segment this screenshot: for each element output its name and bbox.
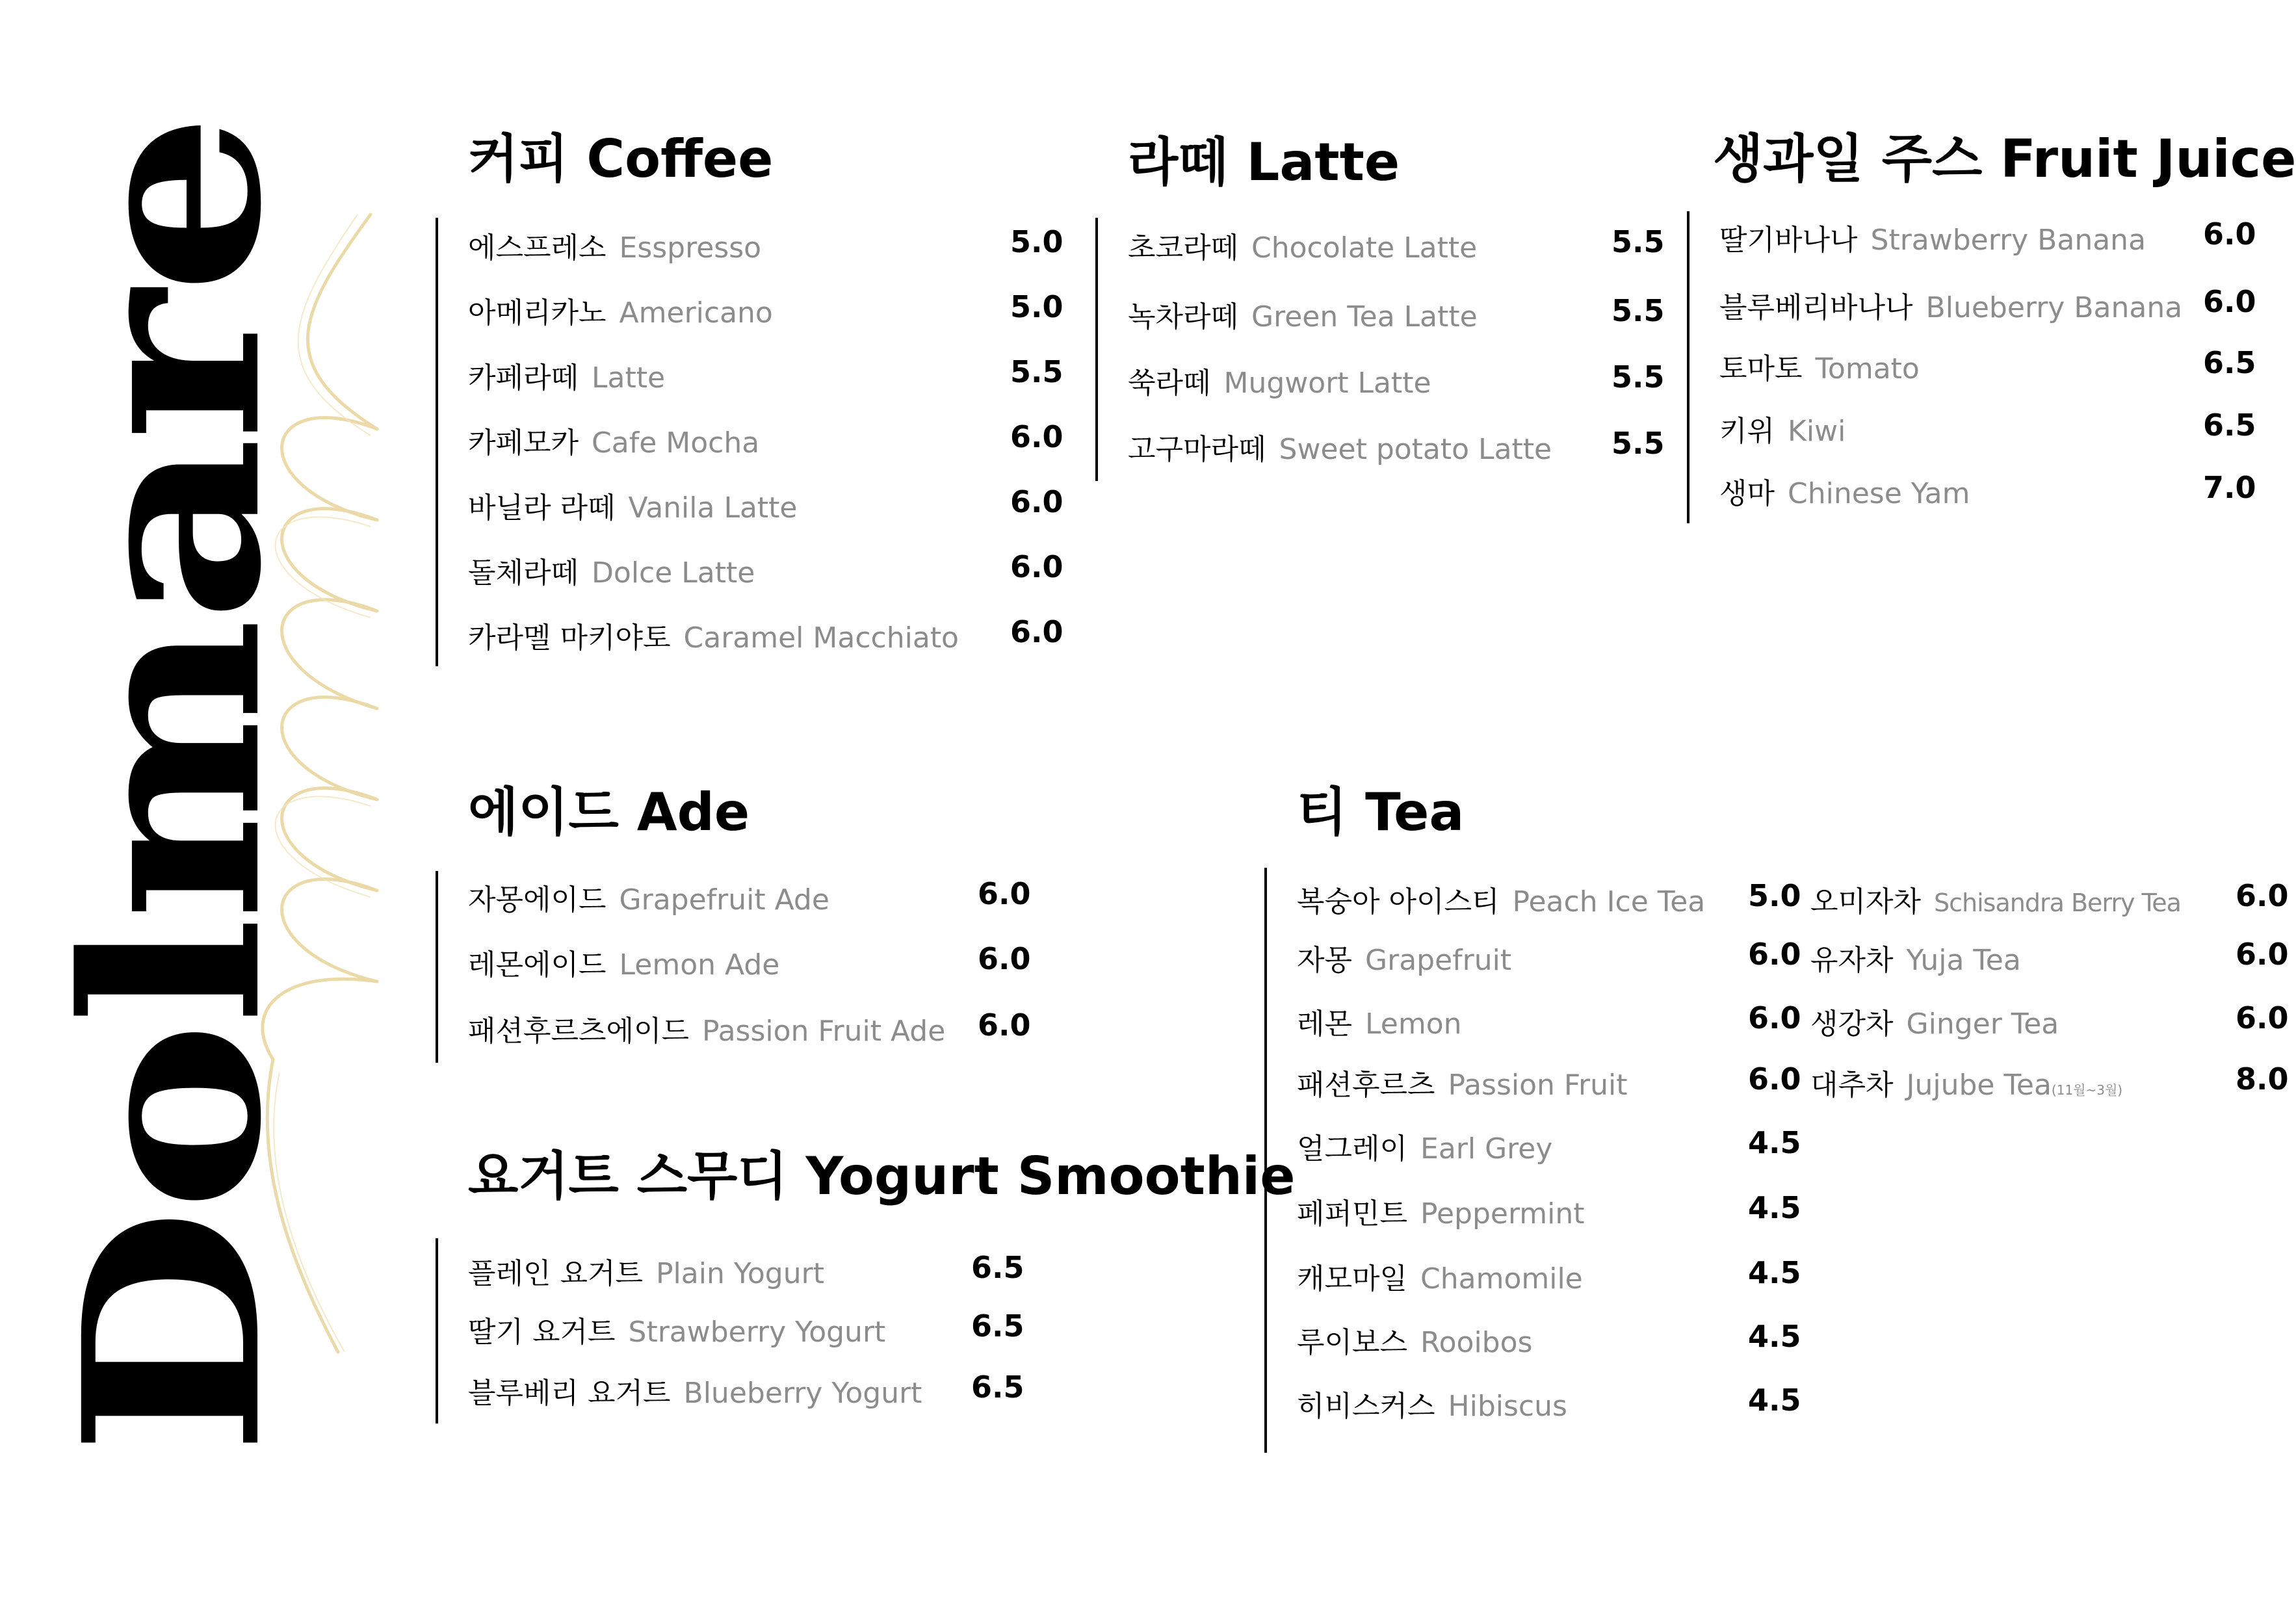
menu-item: 자몽에이드 Grapefruit Ade 6.0 (468, 876, 1031, 916)
menu-item: 페퍼민트 Peppermint 4.5 (1297, 1190, 1801, 1230)
menu-item: 캐모마일 Chamomile 4.5 (1297, 1255, 1801, 1295)
menu-item: 레몬에이드 Lemon Ade 6.0 (468, 941, 1031, 982)
ade-list (436, 871, 1036, 1063)
menu-item: 생강차 Ginger Tea 6.0 (1810, 1000, 2289, 1041)
menu-item: 카라멜 마키야토 Caramel Macchiato 6.0 (468, 614, 1063, 655)
juice-list (1687, 211, 2262, 523)
menu-item: 자몽 Grapefruit 6.0 (1297, 937, 1801, 977)
brand-wordmark (31, 110, 315, 1476)
menu-item: 딸기바나나 Strawberry Banana 6.0 (1719, 216, 2256, 257)
menu-item: 패션후르츠 Passion Fruit 6.0 (1297, 1061, 1801, 1102)
menu-item: 딸기 요거트 Strawberry Yogurt 6.5 (468, 1308, 1024, 1349)
section-title: 에이드 Ade (468, 782, 750, 842)
menu-item: 대추차 Jujube Tea(11월~3월) 8.0 (1810, 1061, 2289, 1102)
menu-item: 쑥라떼 Mugwort Latte 5.5 (1128, 359, 1665, 400)
menu-item: 복숭아 아이스티 Peach Ice Tea 5.0 (1297, 878, 1801, 918)
smoothie-list (436, 1238, 1030, 1424)
coffee-list (436, 218, 1062, 666)
decorative-swirl (247, 214, 397, 1352)
section-title: 요거트 스무디 Yogurt Smoothie (468, 1146, 1296, 1206)
menu-item: 녹차라떼 Green Tea Latte 5.5 (1128, 293, 1665, 333)
menu-item: 돌체라떼 Dolce Latte 6.0 (468, 549, 1063, 590)
section-ade (468, 782, 750, 842)
section-fruit-juice (1713, 129, 2296, 189)
menu-item: 레몬 Lemon 6.0 (1297, 1000, 1801, 1041)
section-title: 생과일 주스 Fruit Juice (1713, 129, 2296, 189)
menu-item: 루이보스 Rooibos 4.5 (1297, 1319, 1801, 1359)
section-title: 커피 Coffee (468, 129, 774, 189)
menu-item: 블루베리 요거트 Blueberry Yogurt 6.5 (468, 1370, 1024, 1410)
latte-list (1095, 218, 1670, 481)
menu-item: 카페라떼 Latte 5.5 (468, 354, 1063, 395)
menu-item: 블루베리바나나 Blueberry Banana 6.0 (1719, 284, 2256, 324)
menu-item: 생마 Chinese Yam 7.0 (1719, 470, 2256, 510)
menu-item: 플레인 요거트 Plain Yogurt 6.5 (468, 1250, 1024, 1290)
section-coffee (468, 129, 774, 189)
section-title: 라떼 Latte (1128, 132, 1400, 192)
menu-item: 유자차 Yuja Tea 6.0 (1810, 937, 2289, 977)
section-yogurt-smoothie (468, 1146, 1296, 1206)
seasonal-note: (11월~3월) (2051, 1082, 2123, 1098)
section-title: 티 Tea (1297, 782, 1465, 842)
menu-item: 초코라떼 Chocolate Latte 5.5 (1128, 224, 1665, 265)
menu-item: 패션후르츠에이드 Passion Fruit Ade 6.0 (468, 1008, 1031, 1048)
menu-item: 얼그레이 Earl Grey 4.5 (1297, 1125, 1801, 1165)
menu-item: 바닐라 라떼 Vanila Latte 6.0 (468, 484, 1063, 525)
section-latte (1128, 132, 1400, 192)
menu-item: 오미자차 Schisandra Berry Tea 6.0 (1810, 878, 2289, 918)
menu-item: 토마토 Tomato 6.5 (1719, 345, 2256, 385)
menu-item: 히비스커스 Hibiscus 4.5 (1297, 1383, 1801, 1423)
menu-item: 에스프레소 Esspresso 5.0 (468, 224, 1063, 265)
section-tea (1297, 782, 1465, 842)
menu-item: 카페모카 Cafe Mocha 6.0 (468, 419, 1063, 460)
tea-list (1264, 868, 2289, 1453)
brand-name: Dolmare (31, 326, 315, 1456)
menu-item: 아메리카노 Americano 5.0 (468, 289, 1063, 330)
menu-item: 키위 Kiwi 6.5 (1719, 408, 2256, 448)
menu-item: 고구마라떼 Sweet potato Latte 5.5 (1128, 426, 1665, 466)
